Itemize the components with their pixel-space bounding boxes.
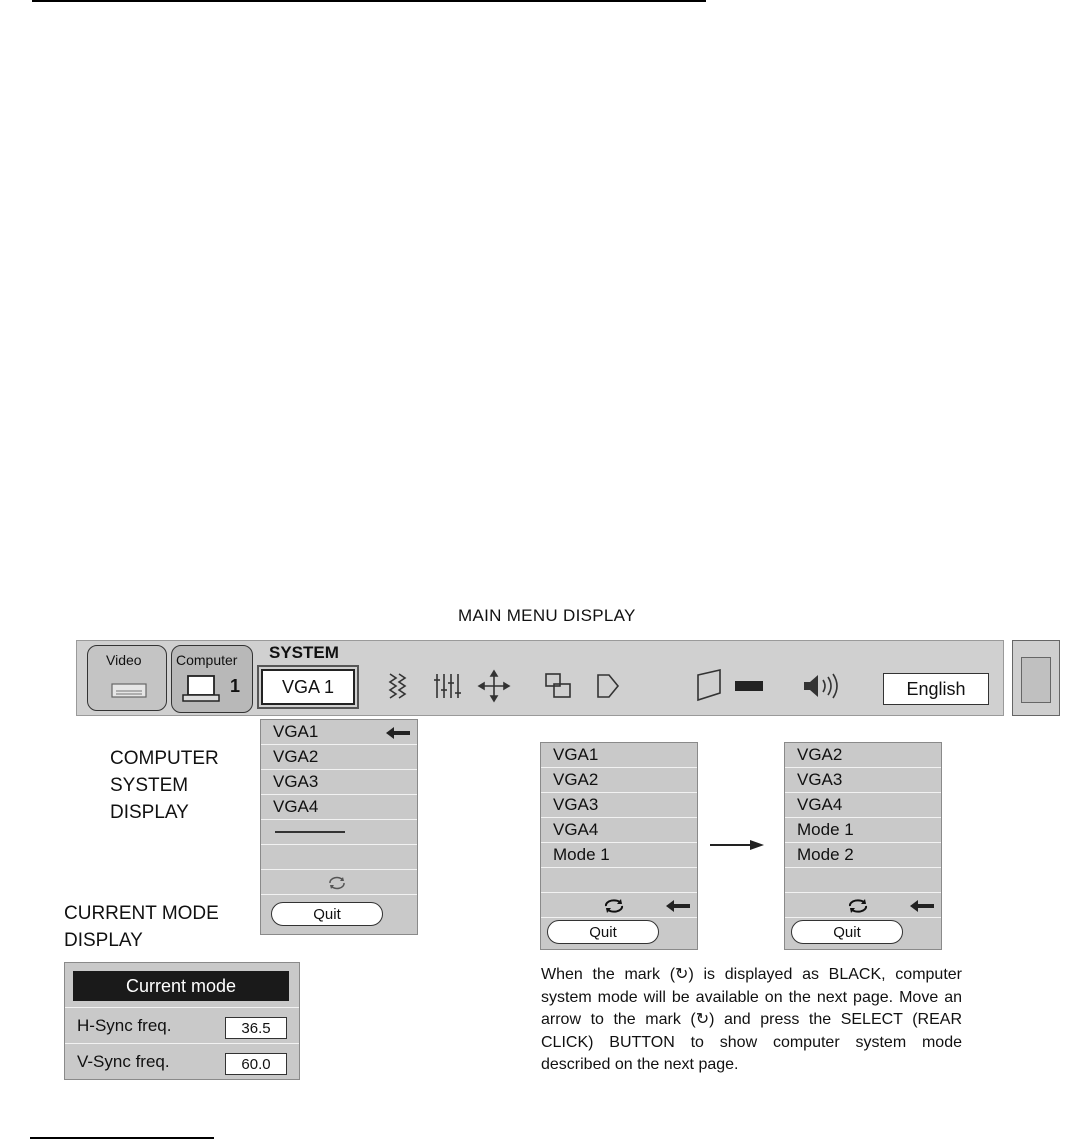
scroll-thumb[interactable] [1021, 657, 1051, 703]
position-icon[interactable] [477, 669, 511, 703]
current-mode-panel [64, 962, 300, 1080]
next-page-icon [603, 897, 625, 914]
v-sync-label: V-Sync freq. [77, 1052, 170, 1071]
list-item[interactable]: VGA1 [261, 720, 417, 745]
list-item[interactable]: VGA2 [541, 768, 697, 793]
list-item-empty [261, 845, 417, 870]
top-rule [32, 0, 706, 2]
h-sync-label: H-Sync freq. [77, 1016, 172, 1035]
list-item-empty [785, 868, 941, 893]
pointer-arrow-icon [909, 899, 935, 913]
pointer-arrow-icon [665, 899, 691, 913]
system-title: SYSTEM [269, 643, 339, 662]
next-page-icon [327, 875, 347, 891]
list-item[interactable]: VGA3 [785, 768, 941, 793]
sound-icon[interactable] [801, 671, 841, 701]
main-menu-bar [76, 640, 1004, 716]
list-item[interactable]: VGA2 [261, 745, 417, 770]
main-menu-caption: MAIN MENU DISPLAY [458, 606, 636, 625]
vcr-icon [110, 680, 148, 700]
tab-computer[interactable] [171, 645, 253, 713]
computer-system-display-label: COMPUTER SYSTEM DISPLAY [110, 748, 219, 823]
list-item[interactable]: VGA2 [785, 743, 941, 768]
tab-video[interactable] [87, 645, 167, 711]
image-adjust-icon[interactable] [385, 671, 411, 701]
list-item-empty [261, 820, 417, 845]
list-item[interactable]: VGA4 [261, 795, 417, 820]
computer-system-list [260, 719, 418, 935]
list-item[interactable]: VGA1 [541, 743, 697, 768]
image-level-icon[interactable] [433, 671, 461, 701]
mode-list-page-two [784, 742, 942, 950]
transition-arrow-icon [708, 838, 766, 852]
footnote-rule [30, 1137, 214, 1139]
list-item[interactable]: Mode 1 [541, 843, 697, 868]
list-item-empty [541, 868, 697, 893]
projector-icon[interactable] [733, 677, 765, 695]
screen-icon[interactable] [595, 671, 621, 701]
language-select[interactable]: English [883, 673, 989, 705]
note-text: When the mark (↻) is displayed as BLACK, computer system mode will be available on the next page. Move an arrow to the mark (↻) and press the SELECT (REAR CLICK) BUTTON to show computer system mode described on the next page. [541, 966, 962, 1073]
list-item[interactable] [261, 870, 417, 895]
h-sync-value: 36.5 [225, 1017, 287, 1039]
tab-computer-label: Computer [176, 652, 238, 668]
pointer-arrow-icon [385, 726, 411, 740]
current-mode-display-label: CURRENT MODE DISPLAY [64, 903, 219, 951]
list-item[interactable]: VGA3 [541, 793, 697, 818]
list-item[interactable]: VGA4 [541, 818, 697, 843]
v-sync-row [65, 1043, 299, 1080]
pc-adjust-icon[interactable] [543, 671, 573, 701]
quit-button[interactable]: Quit [791, 920, 903, 944]
list-item[interactable]: Mode 2 [785, 843, 941, 868]
quit-button[interactable]: Quit [271, 902, 383, 926]
list-item[interactable] [785, 893, 941, 918]
empty-line [275, 831, 345, 833]
computer-index: 1 [230, 676, 241, 696]
v-sync-value: 60.0 [225, 1053, 287, 1075]
system-select[interactable]: VGA 1 [261, 669, 355, 705]
list-item[interactable]: VGA4 [785, 793, 941, 818]
setting-icon[interactable] [695, 667, 725, 703]
quit-button[interactable]: Quit [547, 920, 659, 944]
next-page-icon [847, 897, 869, 914]
current-mode-title: Current mode [73, 971, 289, 1001]
h-sync-row [65, 1007, 299, 1044]
laptop-icon [182, 674, 222, 704]
mode-list-page-one [540, 742, 698, 950]
list-item[interactable] [541, 893, 697, 918]
list-item[interactable]: Mode 1 [785, 818, 941, 843]
list-item[interactable]: VGA3 [261, 770, 417, 795]
tab-video-label: Video [106, 652, 142, 668]
menu-scroll-button[interactable] [1012, 640, 1060, 716]
